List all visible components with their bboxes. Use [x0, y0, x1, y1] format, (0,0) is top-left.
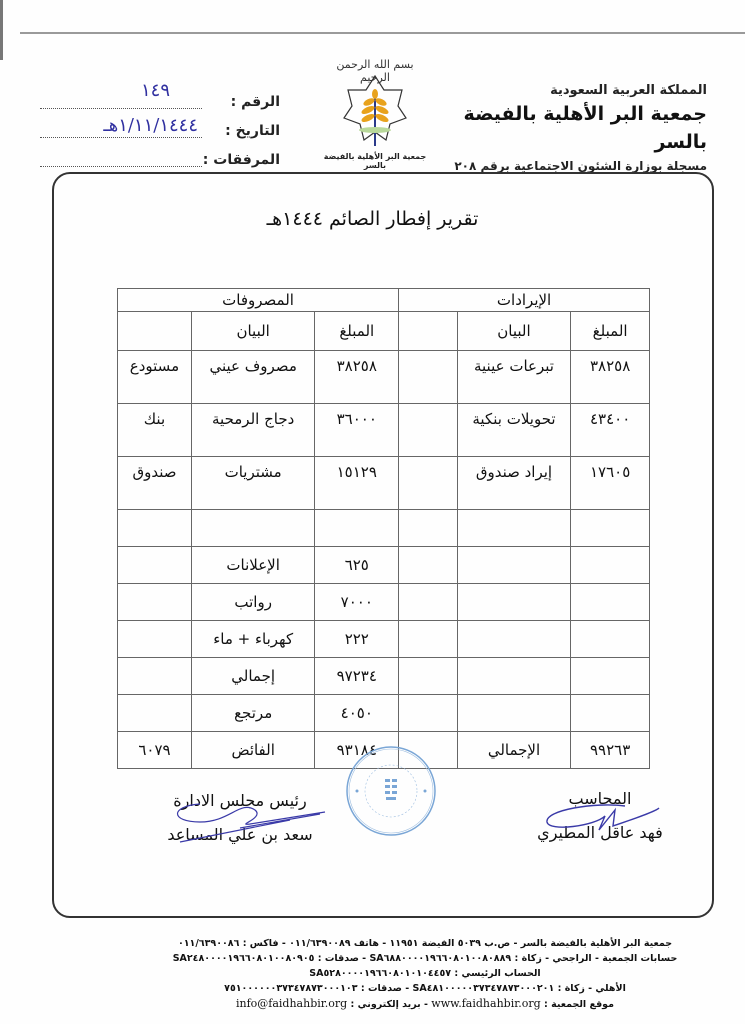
- revenue-spacer: [399, 547, 458, 584]
- expense-amount: ٢٢٢: [315, 621, 399, 658]
- wheat-star-logo-icon: [340, 72, 410, 152]
- date-dotted-line: [40, 137, 202, 138]
- revenue-description-header: البيان: [457, 312, 571, 351]
- revenue-amount: [571, 584, 650, 621]
- revenue-total-amount: ٩٩٢٦٣: [571, 732, 650, 769]
- revenue-amount: ٣٨٢٥٨: [571, 351, 650, 404]
- revenue-spacer: [399, 457, 458, 510]
- table-row: [118, 351, 650, 404]
- scan-edge: [0, 0, 3, 60]
- footer-rajhi-accounts: حسابات الجمعية - الراجحي - زكاة : SA٦٨٨٠٠٠٠١٩٦٦٠٨٠١٠٠٨٠٨٨٩ - صدقات : SA٢٤٨٠٠٠٠١٩٦٦٠٨٠١٠٠٨٠٩٠٥: [172, 953, 678, 964]
- revenue-amount: ١٧٦٠٥: [571, 457, 650, 510]
- financial-table: [117, 288, 650, 769]
- revenue-amount: [571, 621, 650, 658]
- revenue-spacer: [399, 584, 458, 621]
- revenue-description: [457, 510, 571, 547]
- letterhead-org: [447, 82, 707, 176]
- email-label: بريد إلكتروني :: [350, 999, 421, 1010]
- website-link[interactable]: www.faidhahbir.org: [431, 997, 541, 1010]
- expense-source: [118, 695, 192, 732]
- logo-caption: جمعية البر الأهلية بالفيضة بالسر: [323, 152, 427, 170]
- expense-description: مصروف عيني: [191, 351, 315, 404]
- accountant-role: المحاسب: [568, 789, 632, 808]
- expense-source: [118, 584, 192, 621]
- revenue-description: تحويلات بنكية: [457, 404, 571, 457]
- expense-amount: ١٥١٢٩: [315, 457, 399, 510]
- expense-description: مرتجع: [191, 695, 315, 732]
- org-logo: [320, 58, 430, 170]
- number-dotted-line: [40, 108, 202, 109]
- revenue-spacer: [399, 695, 458, 732]
- revenue-spacer: [399, 351, 458, 404]
- expense-amount: ٤٠٥٠: [315, 695, 399, 732]
- letterhead-footer: [130, 936, 720, 1012]
- accountant-name: فهد عاقل المطيري: [537, 823, 663, 842]
- expense-amount: ٦٢٥: [315, 547, 399, 584]
- revenue-description: إيراد صندوق: [457, 457, 571, 510]
- attachments-dotted-line: [40, 166, 202, 167]
- table-row: [118, 695, 650, 732]
- expense-source: صندوق: [118, 457, 192, 510]
- email-link[interactable]: info@faidhahbir.org: [235, 997, 348, 1010]
- expenses-section-header: المصروفات: [118, 289, 399, 312]
- expense-amount: ٩٧٢٣٤: [315, 658, 399, 695]
- revenue-amount: ٤٣٤٠٠: [571, 404, 650, 457]
- table-row: [118, 658, 650, 695]
- expense-description: دجاج الرمحية: [191, 404, 315, 457]
- expense-source: بنك: [118, 404, 192, 457]
- table-row: [118, 404, 650, 457]
- reference-fields: [30, 80, 280, 175]
- footer-contact: موقع الجمعية : www.faidhahbir.org - بريد إلكتروني : info@faidhahbir.org: [235, 997, 615, 1010]
- expense-amount: ٧٠٠٠: [315, 584, 399, 621]
- chairman-signature-scribble-icon: [160, 800, 330, 845]
- expense-source: مستودع: [118, 351, 192, 404]
- revenue-description: [457, 621, 571, 658]
- chairman-role: رئيس مجلس الادارة: [173, 791, 307, 810]
- table-row: [118, 510, 650, 547]
- chairman-signature-block: [140, 790, 340, 846]
- expense-source-header: [118, 312, 192, 351]
- revenue-amount: [571, 658, 650, 695]
- revenue-spacer: [399, 404, 458, 457]
- footer-address: جمعية البر الأهلية بالفيضة بالسر - ص.ب ٥٠٣٩ الفيضة ١١٩٥١ - هاتف ٠١١/٦٣٩٠٠٨٩ - فاكس : ٠١١/٦٣٩٠٠٨٦: [177, 938, 673, 949]
- expense-description-header: البيان: [191, 312, 315, 351]
- revenue-description: تبرعات عينية: [457, 351, 571, 404]
- table-row: [118, 621, 650, 658]
- chairman-name: سعد بن علي المساعد: [167, 825, 313, 844]
- expense-source: [118, 621, 192, 658]
- revenue-description: [457, 547, 571, 584]
- surplus-amount: ٩٣١٨٤: [315, 732, 399, 769]
- revenue-description: [457, 584, 571, 621]
- accountant-signature-block: [525, 788, 675, 844]
- revenue-amount: [571, 695, 650, 732]
- expense-description: مشتريات: [191, 457, 315, 510]
- revenue-amount: [571, 547, 650, 584]
- org-name: جمعية البر الأهلية بالفيضة بالسر: [463, 103, 707, 153]
- table-row: [118, 457, 650, 510]
- expense-amount: [315, 510, 399, 547]
- date-value: ١/١١/١٤٤٤هـ: [103, 115, 198, 136]
- revenue-spacer: [399, 658, 458, 695]
- expense-description: [191, 510, 315, 547]
- revenue-section-header: الإيرادات: [399, 289, 650, 312]
- revenue-spacer-header: [399, 312, 458, 351]
- expense-description: كهرباء + ماء: [191, 621, 315, 658]
- footer-main-account: الحساب الرئيسي : SA٥٢٨٠٠٠٠١٩٦٦٠٨٠١٠١٠٤٤٥٧: [309, 968, 541, 979]
- revenue-total-label: الإجمالي: [457, 732, 571, 769]
- surplus-balance: ٦٠٧٩: [118, 732, 192, 769]
- registration-text: مسجلة بوزارة الشئون الاجتماعية برقم ٢٠٨: [454, 159, 707, 173]
- surplus-label: الفائض: [191, 732, 315, 769]
- expense-source: [118, 510, 192, 547]
- number-label: الرقم :: [230, 94, 280, 110]
- revenue-spacer: [399, 621, 458, 658]
- expense-source: [118, 658, 192, 695]
- revenue-description: [457, 658, 571, 695]
- expense-amount: ٣٨٢٥٨: [315, 351, 399, 404]
- table-row: [118, 584, 650, 621]
- table-row: [118, 547, 650, 584]
- basmala: بسم الله الرحمن الرحيم: [336, 58, 414, 84]
- expense-description: رواتب: [191, 584, 315, 621]
- report-title: تقرير إفطار الصائم ١٤٤٤هـ: [266, 208, 479, 230]
- revenue-amount: [571, 510, 650, 547]
- official-stamp-icon: [345, 745, 437, 837]
- accountant-signature-scribble-icon: [535, 802, 665, 832]
- date-field: [30, 117, 280, 146]
- expense-amount-header: المبلغ: [315, 312, 399, 351]
- number-value: ١٤٩: [140, 80, 170, 101]
- number-field: [30, 80, 280, 117]
- country-name: المملكة العربية السعودية: [550, 83, 707, 98]
- attachments-label: المرفقات :: [202, 152, 280, 168]
- attachments-field: [30, 146, 280, 175]
- expense-source: [118, 547, 192, 584]
- footer-ahli-accounts: الأهلي - زكاة : SA٤٨١٠٠٠٠٠٣٧٣٤٧٨٧٣٠٠٠٢٠١ - صدقات : ٧٥١٠٠٠٠٠٠٣٧٣٤٧٨٧٣٠٠٠١٠٣: [224, 983, 626, 994]
- top-rule: [20, 32, 745, 34]
- expense-description: إجمالي: [191, 658, 315, 695]
- website-label: موقع الجمعية :: [544, 999, 615, 1010]
- expense-description: الإعلانات: [191, 547, 315, 584]
- revenue-spacer: [399, 510, 458, 547]
- expense-amount: ٣٦٠٠٠: [315, 404, 399, 457]
- date-label: التاريخ :: [225, 123, 280, 139]
- revenue-description: [457, 695, 571, 732]
- revenue-amount-header: المبلغ: [571, 312, 650, 351]
